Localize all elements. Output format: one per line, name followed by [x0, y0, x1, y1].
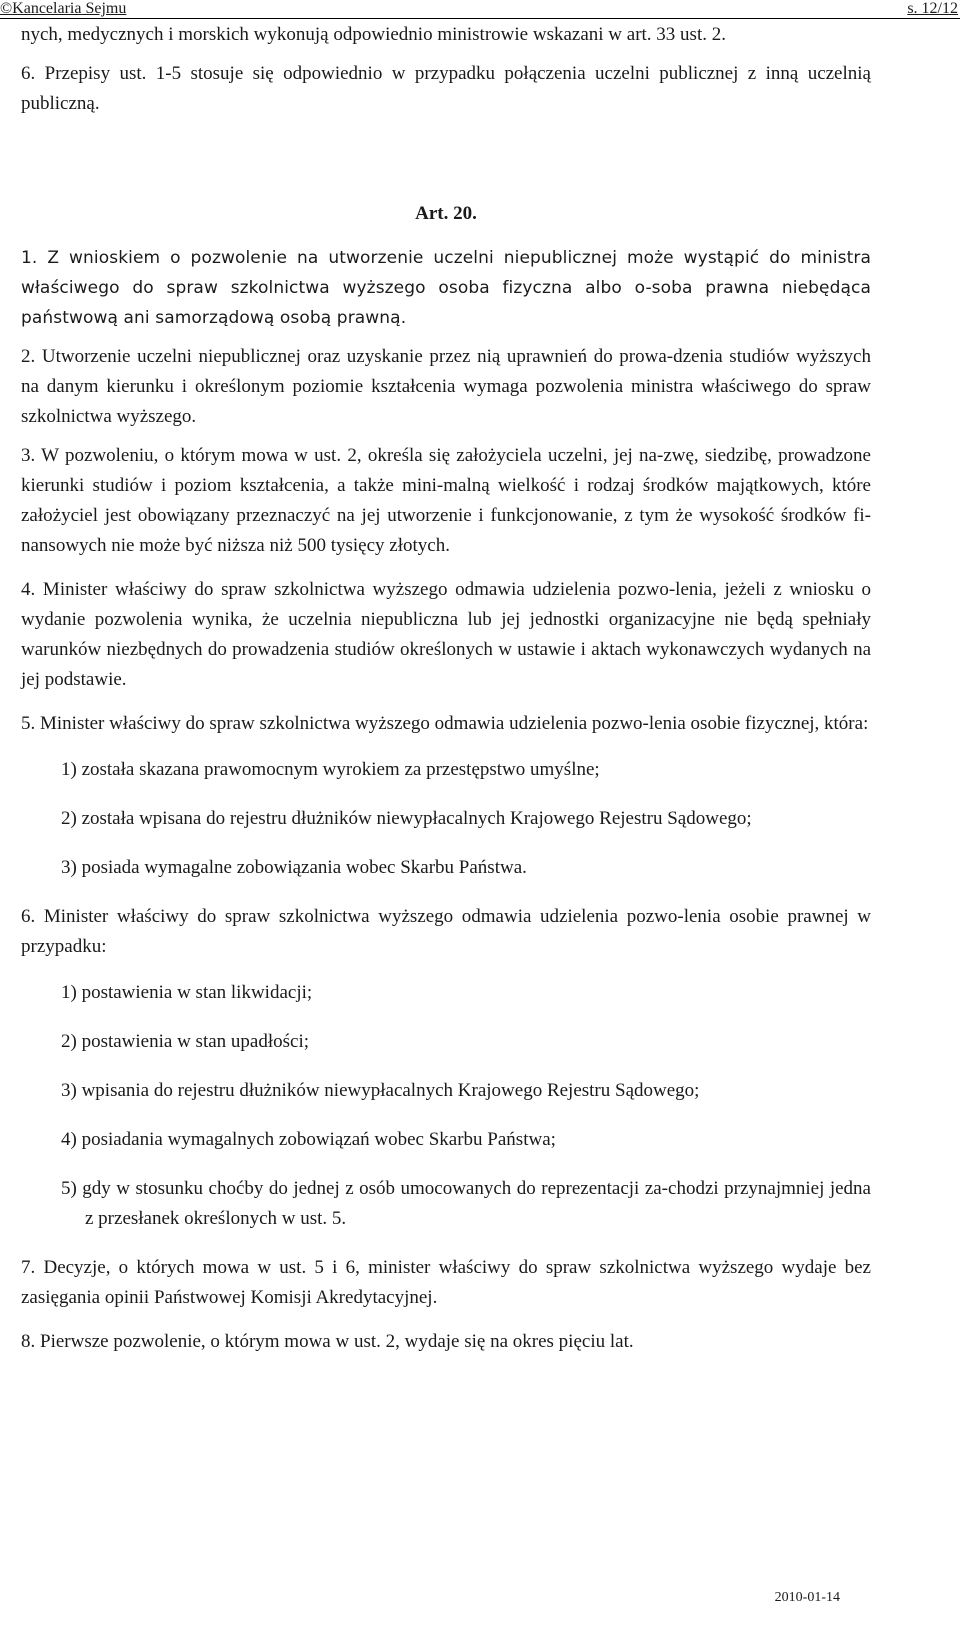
paragraph-2: 2. Utworzenie uczelni niepublicznej oraz uzyskanie przez nią uprawnień do prowa-dzenia studiów wyższych na danym kierunku i określonym poziomie kształcenia wymaga pozwolenia ministra właściwego do spraw szkolnictwa wyższego.	[21, 346, 871, 427]
header-source: ©Kancelaria Sejmu	[0, 0, 127, 17]
paragraph-5: 5. Minister właściwy do spraw szkolnictwa wyższego odmawia udzielenia pozwo-lenia osobie fizycznej, która:	[21, 713, 869, 734]
paragraph-continuation: nych, medycznych i morskich wykonują odpowiednio ministrowie wskazani w art. 33 ust. 2.	[21, 24, 726, 45]
list-item: 3) posiada wymagalne zobowiązania wobec Skarbu Państwa.	[61, 857, 527, 878]
list-item: 2) postawienia w stan upadłości;	[61, 1031, 310, 1052]
paragraph-8: 8. Pierwsze pozwolenie, o którym mowa w ust. 2, wydaje się na okres pięciu lat.	[21, 1331, 634, 1352]
list-item: 5) gdy w stosunku choćby do jednej z osób umocowanych do reprezentacji za-chodzi przynajmniej jedna z przesłanek określonych w ust. 5.	[61, 1178, 871, 1229]
header-divider	[0, 18, 960, 19]
paragraph-1: 1. Z wnioskiem o pozwolenie na utworzenie uczelni niepublicznej może wystąpić do ministra właściwego do spraw szkolnictwa wyższego osoba fizyczna albo o-soba prawna niebędąca państwową ani samorządową osobą prawną.	[21, 248, 871, 328]
page-number: s. 12/12	[907, 0, 958, 17]
paragraph-7: 7. Decyzje, o których mowa w ust. 5 i 6, minister właściwy do spraw szkolnictwa wyższego wydaje bez zasięgania opinii Państwowej Komisji Akredytacyjnej.	[21, 1257, 871, 1308]
paragraph-6: 6. Przepisy ust. 1-5 stosuje się odpowiednio w przypadku połączenia uczelni publicznej z inną uczelnią publiczną.	[21, 63, 871, 114]
document-body	[21, 20, 871, 1357]
list-item: 2) została wpisana do rejestru dłużników niewypłacalnych Krajowego Rejestru Sądowego;	[61, 808, 752, 829]
paragraph-3: 3. W pozwoleniu, o którym mowa w ust. 2, określa się założyciela uczelni, jej na-zwę, siedzibę, prowadzone kierunki studiów i poziom kształcenia, a także mini-malną wielkość i rodzaj środków majątkowych, które założyciel jest obowiązany przeznaczyć na jej utworzenie i funkcjonowanie, z tym że wysokość środków fi-nansowych nie może być niższa niż 500 tysięcy złotych.	[21, 445, 871, 556]
list-item: 3) wpisania do rejestru dłużników niewypłacalnych Krajowego Rejestru Sądowego;	[61, 1080, 700, 1101]
list-item: 1) postawienia w stan likwidacji;	[61, 982, 313, 1003]
paragraph-4: 4. Minister właściwy do spraw szkolnictwa wyższego odmawia udzielenia pozwo-lenia, jeżeli z wniosku o wydanie pozwolenia wynika, że uczelnia niepubliczna lub jej jednostki organizacyjne nie będą spełniały warunków niezbędnych do prowadzenia studiów określonych w ustawie i aktach wykonawczych wydanych na jej podstawie.	[21, 579, 871, 690]
list-item: 1) została skazana prawomocnym wyrokiem za przestępstwo umyślne;	[61, 759, 600, 780]
page-header	[0, 0, 960, 20]
footer-date: 2010-01-14	[774, 1590, 840, 1605]
list-item: 4) posiadania wymagalnych zobowiązań wobec Skarbu Państwa;	[61, 1129, 556, 1150]
article-title: Art. 20.	[415, 203, 477, 224]
paragraph-6b: 6. Minister właściwy do spraw szkolnictwa wyższego odmawia udzielenia pozwo-lenia osobie prawnej w przypadku:	[21, 906, 871, 957]
